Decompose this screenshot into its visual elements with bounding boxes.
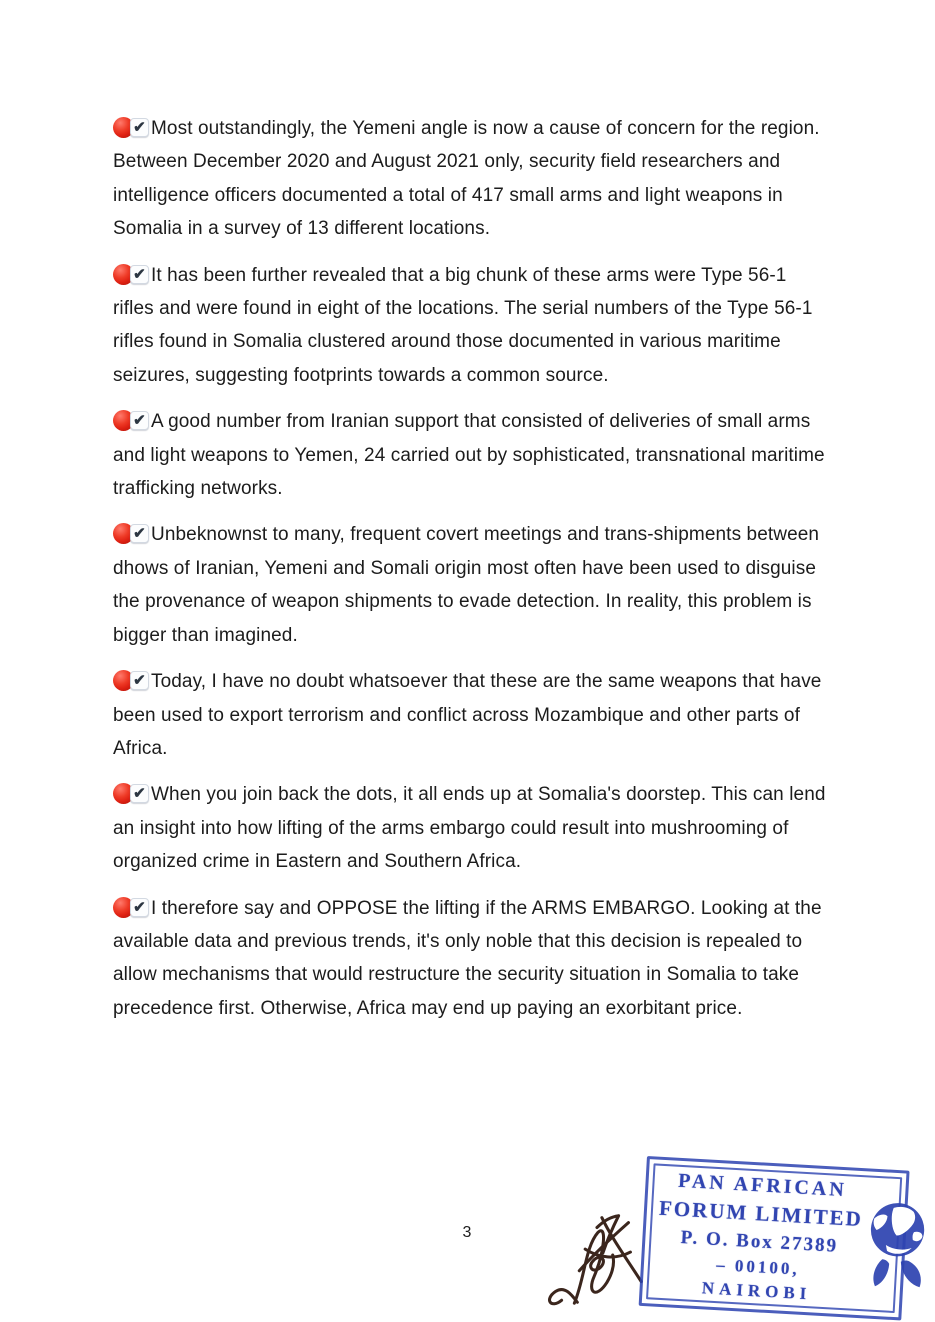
- checkbox-check-icon: ✔: [130, 411, 149, 430]
- stamp-text-line: PAN AFRICAN: [677, 1169, 848, 1202]
- stamp-text-line: NAIROBI: [701, 1278, 812, 1304]
- red-circle-check-bullet: [113, 264, 149, 285]
- stamp-text-line: FORUM LIMITED: [658, 1196, 864, 1232]
- paragraph-text: A good number from Iranian support that consisted of deliveries of small arms and light weapons to Yemen, 24 carried out by sophisticated, transnational maritime trafficking networks.: [113, 411, 825, 500]
- speech-paragraph: [113, 405, 829, 505]
- checkbox-check-icon: ✔: [130, 671, 149, 690]
- speech-paragraph: [113, 518, 829, 652]
- speech-paragraph: [113, 778, 829, 878]
- stamp-inner-border: [646, 1163, 902, 1313]
- checkbox-check-icon: ✔: [130, 265, 149, 284]
- paragraph-text: Unbeknownst to many, frequent covert meetings and trans-shipments between dhows of Iranian, Yemeni and Somali origin most often have been used to disguise the provenance of weapon shipments to evade detection. In reality, this problem is bigger than imagined.: [113, 524, 820, 646]
- checkbox-check-icon: ✔: [130, 118, 149, 137]
- red-circle-check-bullet: [113, 117, 149, 138]
- red-circle-check-bullet: [113, 523, 149, 544]
- checkbox-check-icon: ✔: [130, 784, 149, 803]
- speech-paragraph: [113, 665, 829, 765]
- checkbox-check-icon: ✔: [130, 524, 149, 543]
- stamp-text: [648, 1165, 865, 1309]
- page-number: 3: [462, 1224, 472, 1241]
- checkbox-check-icon: ✔: [130, 898, 149, 917]
- red-circle-check-bullet: [113, 783, 149, 804]
- stamp-text-line: P. O. Box 27389: [680, 1226, 839, 1257]
- speech-paragraph: [113, 112, 829, 246]
- stamp-text-line: – 00100,: [715, 1254, 801, 1279]
- paragraph-text: Today, I have no doubt whatsoever that these are the same weapons that have been used to export terrorism and conflict across Mozambique and other parts of Africa.: [113, 671, 822, 759]
- paragraph-text: I therefore say and OPPOSE the lifting if the ARMS EMBARGO. Looking at the available data and previous trends, it's only noble that this decision is repealed to allow mechanisms that would restructure the security situation in Somalia to take precedence first. Otherwise, Africa may end up paying an exorbitant price.: [113, 897, 822, 1019]
- globe-flower-icon: [859, 1196, 935, 1293]
- paragraph-text: It has been further revealed that a big chunk of these arms were Type 56-1 rifles and were found in eight of the locations. The serial numbers of the Type 56-1 rifles found in Somalia clustered around those documented in various maritime seizures, suggesting footprints towards a common source.: [113, 264, 813, 386]
- paragraph-text: When you join back the dots, it all ends up at Somalia's doorstep. This can lend an insight into how lifting of the arms embargo could result into mushrooming of organized crime in Eastern and Southern Africa.: [113, 784, 826, 873]
- signature-scribble-icon: [540, 1198, 652, 1316]
- red-circle-check-bullet: [113, 670, 149, 691]
- speech-points: [113, 112, 829, 1038]
- red-circle-check-bullet: [113, 897, 149, 918]
- red-circle-check-bullet: [113, 410, 149, 431]
- organization-stamp: [639, 1156, 910, 1320]
- paragraph-text: Most outstandingly, the Yemeni angle is now a cause of concern for the region. Between December 2020 and August 2021 only, security field researchers and intelligence officers documented a total of 417 small arms and light weapons in Somalia in a survey of 13 different locations.: [113, 118, 820, 240]
- speech-paragraph: [113, 892, 829, 1026]
- speech-paragraph: [113, 259, 829, 393]
